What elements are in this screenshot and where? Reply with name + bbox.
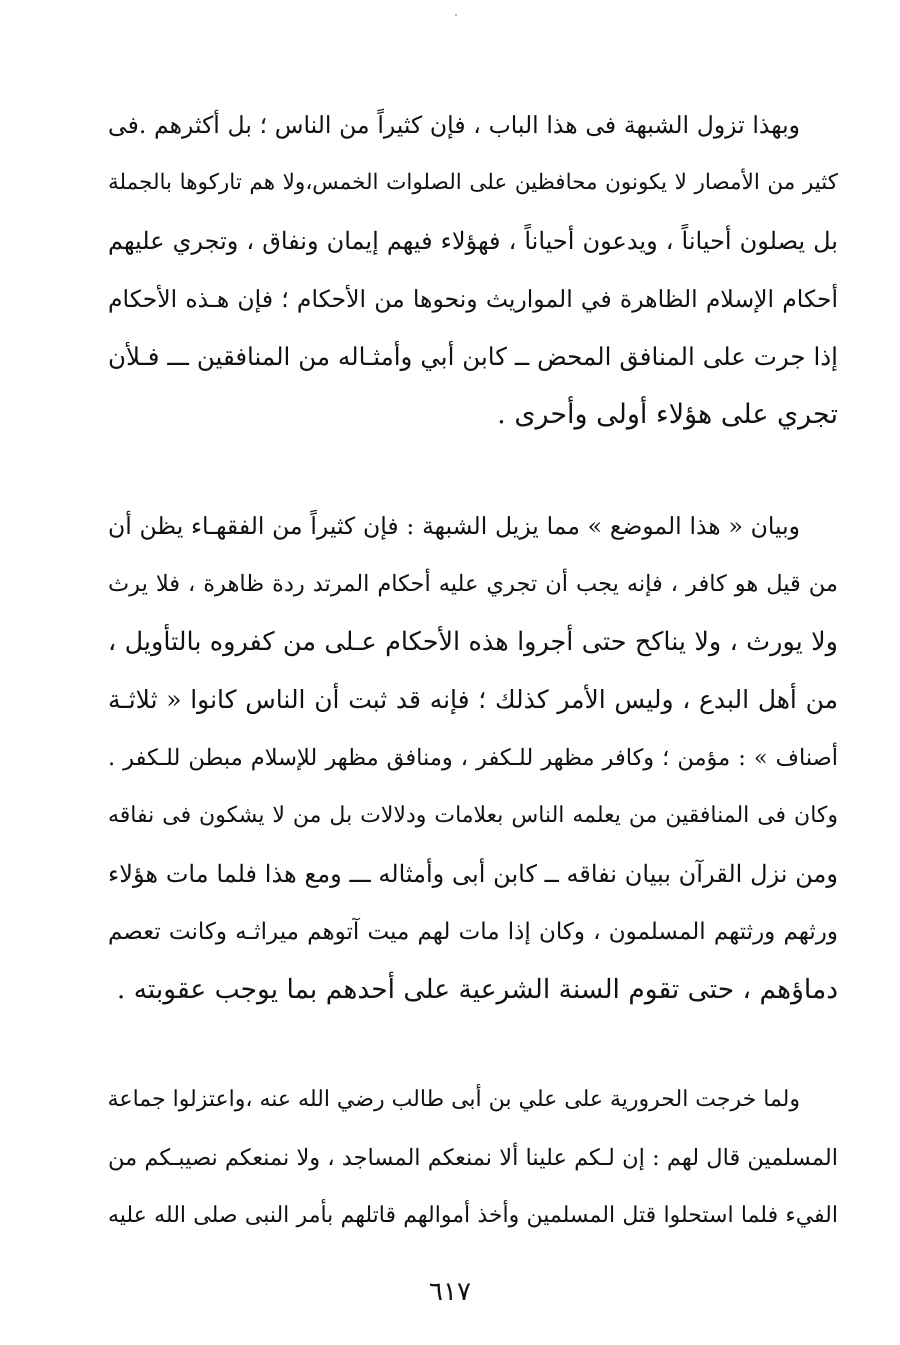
- text-line: من أهل البدع ، وليس الأمر كذلك ؛ فإنه قد ثبت أن الناس كانوا « ثلاثـة: [108, 685, 838, 714]
- paragraph-1: [108, 96, 838, 444]
- text-line: أصناف » : مؤمن ؛ وكافر مظهر للـكفر ، ومنافق مظهر للإسلام مبطن للـكفر .: [108, 745, 838, 771]
- text-line: أحكام الإسلام الظاهرة في المواريث ونحوها من الأحكام ؛ فإن هـذه الأحكام: [108, 285, 838, 313]
- text-line: ولما خرجت الحرورية على علي بن أبى طالب رضي الله عنه ،واعتزلوا جماعة: [108, 1087, 800, 1112]
- text-line: ولا يورث ، ولا يناكح حتى أجروا هذه الأحكام عـلى من كفروه بالتأويل ،: [108, 627, 838, 657]
- text-line: بل يصلون أحياناً ، ويدعون أحياناً ، فهؤلاء فيهم إيمان ونفاق ، وتجري عليهم: [108, 227, 838, 255]
- scan-speck: [455, 14, 457, 16]
- text-line: دماؤهم ، حتى تقوم السنة الشرعية على أحدهم بما يوجب عقوبته .: [116, 974, 838, 1005]
- text-line: كثير من الأمصار لا يكونون محافظين على الصلوات الخمس،ولا هم تاركوها بالجملة: [108, 170, 838, 195]
- page-number: ٦١٧: [429, 1277, 471, 1307]
- text-line: إذا جرت على المنافق المحض ــ كابن أبي وأمثـاله من المنافقين ـــ فـلأن: [108, 342, 838, 371]
- paragraph-3: [108, 1071, 838, 1245]
- text-line: ورثهم ورثتهم المسلمون ، وكان إذا مات لهم ميت آتوهم ميراثـه وكانت تعصم: [108, 919, 838, 945]
- text-line: تجري على هؤلاء أولى وأحرى .: [497, 399, 838, 430]
- text-line: الفيء فلما استحلوا قتل المسلمين وأخذ أموالهم قاتلهم بأمر النبى صلى الله عليه: [108, 1203, 838, 1228]
- text-line: وكان فى المنافقين من يعلمه الناس بعلامات ودلالات بل من لا يشكون فى نفاقه: [108, 803, 838, 828]
- text-line: وبيان « هذا الموضع » مما يزيل الشبهة : فإن كثيراً من الفقهـاء يظن أن: [108, 512, 800, 540]
- text-line: وبهذا تزول الشبهة فى هذا الباب ، فإن كثيراً من الناس ؛ بل أكثرهم .فى: [108, 111, 800, 139]
- paragraph-2: [108, 497, 838, 1019]
- text-line: من قيل هو كافر ، فإنه يجب أن تجري عليه أحكام المرتد ردة ظاهرة ، فلا يرث: [108, 571, 838, 597]
- text-line: ومن نزل القرآن ببيان نفاقه ــ كابن أبى وأمثاله ـــ ومع هذا فلما مات هؤلاء: [108, 860, 838, 888]
- text-line: المسلمين قال لهم : إن لـكم علينا ألا نمنعكم المساجد ، ولا نمنعكم نصيبـكم من: [108, 1145, 838, 1171]
